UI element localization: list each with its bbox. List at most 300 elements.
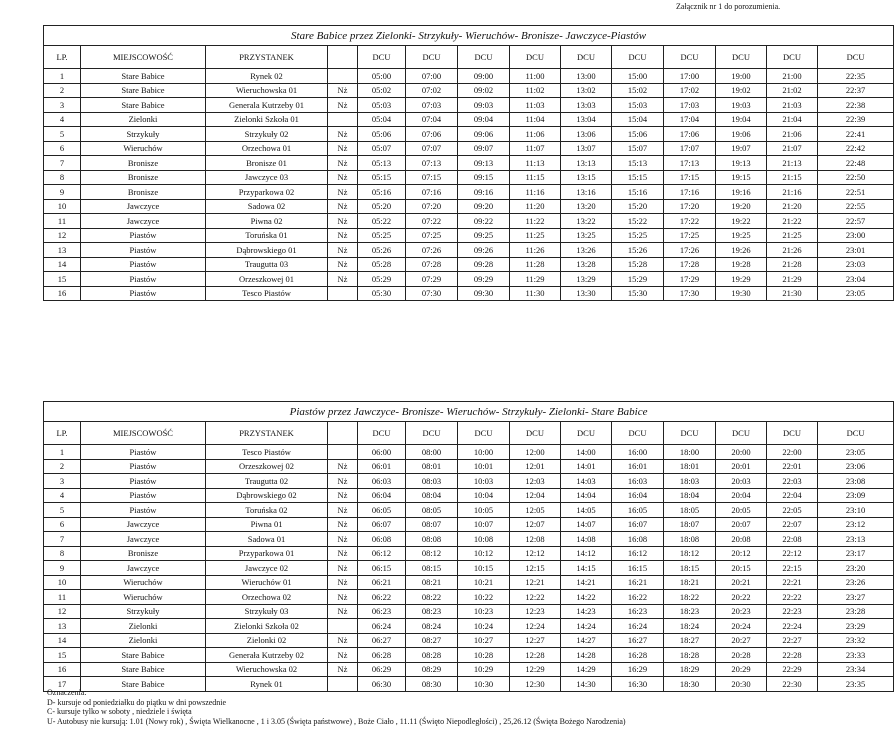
cell-departure-time: 21:20	[767, 199, 818, 214]
cell-departure-time: 17:30	[664, 286, 716, 301]
cell-departure-time: 07:00	[406, 69, 458, 84]
cell-town: Bronisze	[81, 170, 206, 185]
cell-on-demand: Nż	[328, 590, 358, 605]
cell-on-demand: Nż	[328, 141, 358, 156]
cell-departure-time: 06:15	[358, 561, 406, 576]
cell-departure-time: 23:26	[818, 575, 894, 590]
cell-town: Piastów	[81, 445, 206, 460]
cell-stop: Wieruchowska 01	[206, 83, 328, 98]
cell-on-demand	[328, 286, 358, 301]
cell-departure-time: 08:21	[406, 575, 458, 590]
cell-departure-time: 09:07	[458, 141, 510, 156]
table-row	[44, 575, 894, 590]
cell-on-demand	[328, 619, 358, 634]
cell-departure-time: 07:26	[406, 243, 458, 258]
cell-stop: Traugutta 02	[206, 474, 328, 489]
cell-departure-time: 20:27	[716, 633, 767, 648]
cell-departure-time: 08:04	[406, 488, 458, 503]
header-town: MIEJSCOWOŚĆ	[81, 422, 206, 445]
header-town: MIEJSCOWOŚĆ	[81, 46, 206, 69]
timetable-piastow-stare-babice	[43, 401, 894, 692]
cell-departure-time: 10:30	[458, 677, 510, 692]
cell-departure-time: 09:15	[458, 170, 510, 185]
header-course: DCU	[612, 46, 664, 69]
cell-departure-time: 10:08	[458, 532, 510, 547]
cell-departure-time: 05:00	[358, 69, 406, 84]
cell-departure-time: 23:10	[818, 503, 894, 518]
cell-departure-time: 06:03	[358, 474, 406, 489]
header-course: DCU	[458, 46, 510, 69]
cell-departure-time: 22:07	[767, 517, 818, 532]
cell-departure-time: 19:00	[716, 69, 767, 84]
cell-departure-time: 07:15	[406, 170, 458, 185]
cell-stop: Zielonki 02	[206, 633, 328, 648]
table-row	[44, 662, 894, 677]
cell-departure-time: 10:07	[458, 517, 510, 532]
header-course: DCU	[406, 422, 458, 445]
cell-departure-time: 20:22	[716, 590, 767, 605]
cell-town: Bronisze	[81, 185, 206, 200]
cell-departure-time: 16:07	[612, 517, 664, 532]
cell-departure-time: 17:28	[664, 257, 716, 272]
cell-departure-time: 16:28	[612, 648, 664, 663]
cell-departure-time: 19:22	[716, 214, 767, 229]
header-row	[44, 46, 894, 69]
cell-departure-time: 10:22	[458, 590, 510, 605]
cell-lp: 13	[44, 619, 81, 634]
cell-departure-time: 10:27	[458, 633, 510, 648]
cell-lp: 5	[44, 127, 81, 142]
table-row	[44, 228, 894, 243]
cell-departure-time: 15:15	[612, 170, 664, 185]
cell-town: Strzykuły	[81, 604, 206, 619]
cell-departure-time: 18:08	[664, 532, 716, 547]
cell-stop: Zielonki Szkoła 02	[206, 619, 328, 634]
cell-departure-time: 23:20	[818, 561, 894, 576]
cell-departure-time: 23:28	[818, 604, 894, 619]
cell-departure-time: 07:16	[406, 185, 458, 200]
cell-departure-time: 08:22	[406, 590, 458, 605]
cell-lp: 9	[44, 185, 81, 200]
cell-stop: Generala Kutrzeby 01	[206, 98, 328, 113]
cell-departure-time: 18:05	[664, 503, 716, 518]
cell-departure-time: 15:04	[612, 112, 664, 127]
cell-departure-time: 05:28	[358, 257, 406, 272]
cell-departure-time: 14:27	[561, 633, 612, 648]
legend-item-c: C- kursuje tylko w soboty , niedziele i święta	[47, 707, 192, 716]
cell-town: Stare Babice	[81, 69, 206, 84]
cell-departure-time: 11:30	[510, 286, 561, 301]
cell-town: Piastów	[81, 286, 206, 301]
cell-lp: 2	[44, 459, 81, 474]
cell-town: Bronisze	[81, 156, 206, 171]
cell-lp: 13	[44, 243, 81, 258]
cell-departure-time: 17:02	[664, 83, 716, 98]
cell-on-demand: Nż	[328, 272, 358, 287]
cell-town: Wieruchów	[81, 141, 206, 156]
cell-departure-time: 16:12	[612, 546, 664, 561]
cell-departure-time: 06:29	[358, 662, 406, 677]
cell-departure-time: 07:02	[406, 83, 458, 98]
cell-departure-time: 21:29	[767, 272, 818, 287]
cell-departure-time: 13:22	[561, 214, 612, 229]
cell-departure-time: 06:21	[358, 575, 406, 590]
cell-departure-time: 12:05	[510, 503, 561, 518]
header-course: DCU	[716, 46, 767, 69]
cell-on-demand: Nż	[328, 503, 358, 518]
header-course: DCU	[406, 46, 458, 69]
cell-on-demand: Nż	[328, 459, 358, 474]
header-course: DCU	[767, 422, 818, 445]
cell-departure-time: 12:00	[510, 445, 561, 460]
cell-stop: Traugutta 03	[206, 257, 328, 272]
table-row	[44, 445, 894, 460]
cell-departure-time: 11:13	[510, 156, 561, 171]
cell-departure-time: 22:30	[767, 677, 818, 692]
legend-item-u: U- Autobusy nie kursują: 1.01 (Nowy rok) , Święta Wielkanocne , 1 i 3.05 (Święta państwowe) , Boże Ciało , 11.11 (Święto Niepodległości) , 25,26.12 (Święta Bożego Narodzenia)	[47, 716, 626, 726]
cell-departure-time: 22:28	[767, 648, 818, 663]
cell-departure-time: 16:30	[612, 677, 664, 692]
header-course: DCU	[716, 422, 767, 445]
cell-departure-time: 08:15	[406, 561, 458, 576]
header-row	[44, 422, 894, 445]
header-course: DCU	[358, 422, 406, 445]
cell-departure-time: 22:21	[767, 575, 818, 590]
cell-departure-time: 15:02	[612, 83, 664, 98]
cell-departure-time: 23:12	[818, 517, 894, 532]
cell-departure-time: 20:07	[716, 517, 767, 532]
cell-departure-time: 20:01	[716, 459, 767, 474]
cell-departure-time: 06:07	[358, 517, 406, 532]
cell-town: Stare Babice	[81, 98, 206, 113]
cell-stop: Wieruchów 01	[206, 575, 328, 590]
cell-departure-time: 08:03	[406, 474, 458, 489]
cell-departure-time: 11:15	[510, 170, 561, 185]
cell-departure-time: 11:03	[510, 98, 561, 113]
cell-departure-time: 19:20	[716, 199, 767, 214]
cell-departure-time: 12:27	[510, 633, 561, 648]
cell-departure-time: 17:26	[664, 243, 716, 258]
header-course: DCU	[510, 46, 561, 69]
cell-departure-time: 09:20	[458, 199, 510, 214]
cell-departure-time: 23:34	[818, 662, 894, 677]
cell-departure-time: 05:04	[358, 112, 406, 127]
cell-lp: 4	[44, 112, 81, 127]
cell-departure-time: 13:25	[561, 228, 612, 243]
cell-departure-time: 10:28	[458, 648, 510, 663]
cell-departure-time: 08:24	[406, 619, 458, 634]
cell-departure-time: 13:06	[561, 127, 612, 142]
cell-departure-time: 05:16	[358, 185, 406, 200]
cell-departure-time: 14:03	[561, 474, 612, 489]
cell-departure-time: 11:20	[510, 199, 561, 214]
cell-departure-time: 22:12	[767, 546, 818, 561]
cell-departure-time: 14:15	[561, 561, 612, 576]
cell-stop: Jawczyce 03	[206, 170, 328, 185]
cell-departure-time: 18:15	[664, 561, 716, 576]
cell-departure-time: 15:20	[612, 199, 664, 214]
cell-on-demand	[328, 69, 358, 84]
cell-departure-time: 21:22	[767, 214, 818, 229]
cell-departure-time: 13:26	[561, 243, 612, 258]
cell-lp: 6	[44, 141, 81, 156]
cell-departure-time: 05:03	[358, 98, 406, 113]
cell-lp: 15	[44, 272, 81, 287]
cell-departure-time: 08:05	[406, 503, 458, 518]
cell-town: Jawczyce	[81, 532, 206, 547]
cell-departure-time: 13:03	[561, 98, 612, 113]
cell-departure-time: 12:24	[510, 619, 561, 634]
cell-departure-time: 22:23	[767, 604, 818, 619]
table-row	[44, 590, 894, 605]
cell-stop: Rynek 02	[206, 69, 328, 84]
cell-departure-time: 22:37	[818, 83, 894, 98]
cell-departure-time: 11:22	[510, 214, 561, 229]
cell-departure-time: 07:03	[406, 98, 458, 113]
cell-on-demand: Nż	[328, 546, 358, 561]
table-row	[44, 474, 894, 489]
cell-on-demand: Nż	[328, 604, 358, 619]
cell-departure-time: 06:22	[358, 590, 406, 605]
cell-on-demand: Nż	[328, 228, 358, 243]
cell-town: Piastów	[81, 272, 206, 287]
cell-lp: 11	[44, 590, 81, 605]
header-course: DCU	[358, 46, 406, 69]
cell-departure-time: 08:29	[406, 662, 458, 677]
cell-lp: 7	[44, 532, 81, 547]
cell-departure-time: 08:27	[406, 633, 458, 648]
header-course: DCU	[664, 422, 716, 445]
cell-departure-time: 23:27	[818, 590, 894, 605]
cell-lp: 12	[44, 604, 81, 619]
cell-departure-time: 23:00	[818, 228, 894, 243]
cell-departure-time: 11:07	[510, 141, 561, 156]
cell-departure-time: 11:06	[510, 127, 561, 142]
cell-departure-time: 21:30	[767, 286, 818, 301]
cell-on-demand: Nż	[328, 633, 358, 648]
cell-departure-time: 12:04	[510, 488, 561, 503]
cell-departure-time: 09:25	[458, 228, 510, 243]
header-lp: LP.	[44, 46, 81, 69]
cell-town: Piastów	[81, 257, 206, 272]
cell-departure-time: 07:06	[406, 127, 458, 142]
cell-departure-time: 06:30	[358, 677, 406, 692]
cell-departure-time: 21:03	[767, 98, 818, 113]
table-row	[44, 257, 894, 272]
header-marker	[328, 46, 358, 69]
cell-departure-time: 22:55	[818, 199, 894, 214]
cell-departure-time: 18:03	[664, 474, 716, 489]
table-row	[44, 214, 894, 229]
cell-departure-time: 12:28	[510, 648, 561, 663]
cell-departure-time: 19:15	[716, 170, 767, 185]
cell-departure-time: 19:25	[716, 228, 767, 243]
cell-departure-time: 10:01	[458, 459, 510, 474]
cell-departure-time: 17:15	[664, 170, 716, 185]
cell-departure-time: 11:04	[510, 112, 561, 127]
header-course: DCU	[561, 46, 612, 69]
cell-departure-time: 22:27	[767, 633, 818, 648]
cell-on-demand: Nż	[328, 214, 358, 229]
cell-departure-time: 15:00	[612, 69, 664, 84]
cell-departure-time: 18:01	[664, 459, 716, 474]
cell-departure-time: 15:22	[612, 214, 664, 229]
cell-departure-time: 06:04	[358, 488, 406, 503]
cell-stop: Zielonki Szkoła 01	[206, 112, 328, 127]
cell-stop: Rynek 01	[206, 677, 328, 692]
table-row	[44, 272, 894, 287]
table-row	[44, 286, 894, 301]
header-course: DCU	[612, 422, 664, 445]
cell-on-demand: Nż	[328, 532, 358, 547]
table-row	[44, 141, 894, 156]
cell-departure-time: 23:04	[818, 272, 894, 287]
cell-departure-time: 12:01	[510, 459, 561, 474]
cell-departure-time: 20:30	[716, 677, 767, 692]
table-row	[44, 488, 894, 503]
cell-departure-time: 07:22	[406, 214, 458, 229]
cell-departure-time: 16:15	[612, 561, 664, 576]
cell-departure-time: 19:28	[716, 257, 767, 272]
cell-departure-time: 14:05	[561, 503, 612, 518]
cell-departure-time: 14:28	[561, 648, 612, 663]
cell-lp: 1	[44, 69, 81, 84]
cell-departure-time: 20:08	[716, 532, 767, 547]
cell-departure-time: 20:04	[716, 488, 767, 503]
cell-stop: Bronisze 01	[206, 156, 328, 171]
cell-departure-time: 22:29	[767, 662, 818, 677]
cell-departure-time: 19:26	[716, 243, 767, 258]
cell-departure-time: 22:03	[767, 474, 818, 489]
cell-departure-time: 13:07	[561, 141, 612, 156]
cell-lp: 5	[44, 503, 81, 518]
cell-departure-time: 14:01	[561, 459, 612, 474]
cell-departure-time: 16:00	[612, 445, 664, 460]
cell-departure-time: 12:23	[510, 604, 561, 619]
cell-departure-time: 07:13	[406, 156, 458, 171]
cell-on-demand: Nż	[328, 185, 358, 200]
table-title: Piastów przez Jawczyce- Bronisze- Wieruchów- Strzykuły- Zielonki- Stare Babice	[44, 402, 894, 422]
cell-stop: Tesco Piastów	[206, 286, 328, 301]
cell-town: Piastów	[81, 243, 206, 258]
cell-departure-time: 09:13	[458, 156, 510, 171]
cell-departure-time: 09:30	[458, 286, 510, 301]
cell-departure-time: 20:28	[716, 648, 767, 663]
header-course: DCU	[664, 46, 716, 69]
cell-stop: Orzeszkowej 02	[206, 459, 328, 474]
cell-departure-time: 20:03	[716, 474, 767, 489]
cell-lp: 14	[44, 633, 81, 648]
cell-on-demand: Nż	[328, 127, 358, 142]
cell-departure-time: 23:32	[818, 633, 894, 648]
cell-departure-time: 22:04	[767, 488, 818, 503]
cell-stop: Przyparkowa 01	[206, 546, 328, 561]
cell-stop: Strzykuły 03	[206, 604, 328, 619]
cell-departure-time: 21:04	[767, 112, 818, 127]
cell-departure-time: 10:21	[458, 575, 510, 590]
cell-departure-time: 15:30	[612, 286, 664, 301]
cell-town: Wieruchów	[81, 575, 206, 590]
cell-departure-time: 12:07	[510, 517, 561, 532]
cell-on-demand: Nż	[328, 199, 358, 214]
cell-departure-time: 10:05	[458, 503, 510, 518]
cell-departure-time: 16:21	[612, 575, 664, 590]
table-row	[44, 112, 894, 127]
cell-departure-time: 08:23	[406, 604, 458, 619]
table-title: Stare Babice przez Zielonki- Strzykuły- Wieruchów- Bronisze- Jawczyce-Piastów	[44, 26, 894, 46]
legend	[47, 688, 626, 726]
cell-departure-time: 07:20	[406, 199, 458, 214]
cell-stop: Tesco Piastów	[206, 445, 328, 460]
cell-departure-time: 12:08	[510, 532, 561, 547]
header-course: DCU	[767, 46, 818, 69]
cell-departure-time: 23:03	[818, 257, 894, 272]
cell-departure-time: 09:22	[458, 214, 510, 229]
cell-departure-time: 05:02	[358, 83, 406, 98]
cell-departure-time: 15:25	[612, 228, 664, 243]
cell-lp: 3	[44, 474, 81, 489]
header-lp: LP.	[44, 422, 81, 445]
cell-on-demand: Nż	[328, 561, 358, 576]
cell-departure-time: 19:29	[716, 272, 767, 287]
cell-departure-time: 08:30	[406, 677, 458, 692]
table-row	[44, 127, 894, 142]
cell-departure-time: 22:38	[818, 98, 894, 113]
cell-departure-time: 20:00	[716, 445, 767, 460]
cell-stop: Wieruchowska 02	[206, 662, 328, 677]
cell-departure-time: 23:33	[818, 648, 894, 663]
cell-departure-time: 11:29	[510, 272, 561, 287]
table-row	[44, 546, 894, 561]
cell-departure-time: 18:00	[664, 445, 716, 460]
cell-on-demand: Nż	[328, 98, 358, 113]
cell-departure-time: 19:03	[716, 98, 767, 113]
cell-departure-time: 21:07	[767, 141, 818, 156]
cell-departure-time: 17:04	[664, 112, 716, 127]
cell-stop: Toruńska 01	[206, 228, 328, 243]
cell-departure-time: 19:16	[716, 185, 767, 200]
cell-departure-time: 10:04	[458, 488, 510, 503]
cell-departure-time: 09:06	[458, 127, 510, 142]
table-row	[44, 459, 894, 474]
cell-departure-time: 09:16	[458, 185, 510, 200]
cell-departure-time: 09:26	[458, 243, 510, 258]
cell-town: Wieruchów	[81, 590, 206, 605]
cell-departure-time: 15:03	[612, 98, 664, 113]
cell-departure-time: 12:29	[510, 662, 561, 677]
cell-departure-time: 13:00	[561, 69, 612, 84]
table-row	[44, 243, 894, 258]
cell-departure-time: 15:26	[612, 243, 664, 258]
cell-departure-time: 19:13	[716, 156, 767, 171]
cell-departure-time: 14:04	[561, 488, 612, 503]
cell-on-demand: Nż	[328, 257, 358, 272]
cell-departure-time: 22:39	[818, 112, 894, 127]
cell-departure-time: 23:05	[818, 445, 894, 460]
table-row	[44, 561, 894, 576]
cell-town: Stare Babice	[81, 648, 206, 663]
cell-stop: Sadowa 02	[206, 199, 328, 214]
cell-town: Jawczyce	[81, 199, 206, 214]
cell-departure-time: 22:00	[767, 445, 818, 460]
cell-lp: 8	[44, 546, 81, 561]
table-row	[44, 156, 894, 171]
cell-departure-time: 05:07	[358, 141, 406, 156]
cell-lp: 7	[44, 156, 81, 171]
cell-town: Piastów	[81, 488, 206, 503]
cell-departure-time: 11:02	[510, 83, 561, 98]
cell-departure-time: 05:22	[358, 214, 406, 229]
